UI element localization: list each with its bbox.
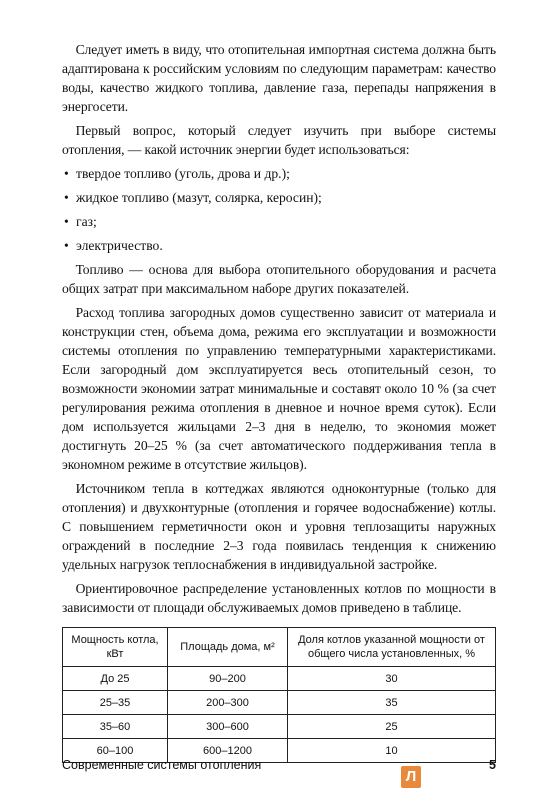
table-cell: 25–35 <box>63 691 168 715</box>
table-cell: 600–1200 <box>168 739 288 763</box>
table-row <box>63 691 496 715</box>
paragraph-energy-source-question: Первый вопрос, который следует изучить при выборе системы отопления, — какой источник энергии будет использоваться: <box>62 123 496 157</box>
column-header-share: Доля котлов указанной мощности от общего числа установленных, % <box>288 628 496 667</box>
column-header-power: Мощность котла, кВт <box>63 628 168 667</box>
table-cell: 300–600 <box>168 715 288 739</box>
table-row <box>63 667 496 691</box>
paragraph-import-adaptation: Следует иметь в виду, что отопительная импортная система должна быть адаптирована к российским условиям по следующим параметрам: качество воды, качество жидкого топлива, давление газа, перепады напряжения в энергосети. <box>62 42 496 114</box>
page-number: 5 <box>489 758 496 772</box>
paragraph-heat-source: Источником тепла в коттеджах являются одноконтурные (только для отопления) и двухконтурные (отопления и горячее водоснабжение) котлы. С повышением герметичности окон и уровня теплозащиты наружных ограждений в последние 2–3 года появилась тенденция к снижению удельных нагрузок теплоснабжения в индивидуальной застройке. <box>62 481 496 572</box>
table-cell: 30 <box>288 667 496 691</box>
table-cell: 200–300 <box>168 691 288 715</box>
list-item: • жидкое топливо (мазут, солярка, керосин); <box>62 188 496 207</box>
table-cell: До 25 <box>63 667 168 691</box>
paragraph-fuel-consumption: Расход топлива загородных домов существенно зависит от материала и конструкции стен, объема дома, режима его эксплуатации и возможности системы отопления по управлению температурными характеристиками. Если загородный дом эксплуатируется весь отопительный сезон, то возможности экономии затрат минимальные и составят около 10 % (за счет регулирования режима отопления в дневное и ночное время суток). Если дом используется жильцами 2–3 дня в неделю, то экономия может достигнуть 20–25 % (за счет автоматического поддерживания тепла в экономном режиме в отсутствие жильцов). <box>62 305 496 472</box>
boiler-distribution-table <box>62 627 496 763</box>
running-title: Современные системы отопления <box>62 758 262 772</box>
table-cell: 35 <box>288 691 496 715</box>
table-cell: 10 <box>288 739 496 763</box>
fuel-type-list <box>62 164 496 255</box>
page-footer <box>62 758 496 772</box>
paragraph-table-intro: Ориентировочное распределение установленных котлов по мощности в зависимости от площади обслуживаемых домов приведено в таблице. <box>62 581 496 615</box>
table-cell: 60–100 <box>63 739 168 763</box>
table-cell: 25 <box>288 715 496 739</box>
table-header-row <box>63 628 496 667</box>
table-cell: 35–60 <box>63 715 168 739</box>
list-item: • твердое топливо (уголь, дрова и др.); <box>62 164 496 183</box>
litres-logo-icon: Л <box>401 766 421 788</box>
list-item: • электричество. <box>62 236 496 255</box>
page-body <box>62 40 496 763</box>
column-header-area: Площадь дома, м² <box>168 628 288 667</box>
table-cell: 90–200 <box>168 667 288 691</box>
list-item: • газ; <box>62 212 496 231</box>
table-row <box>63 715 496 739</box>
paragraph-fuel-basis: Топливо — основа для выбора отопительного оборудования и расчета общих затрат при максимальном наборе других показателей. <box>62 262 496 296</box>
